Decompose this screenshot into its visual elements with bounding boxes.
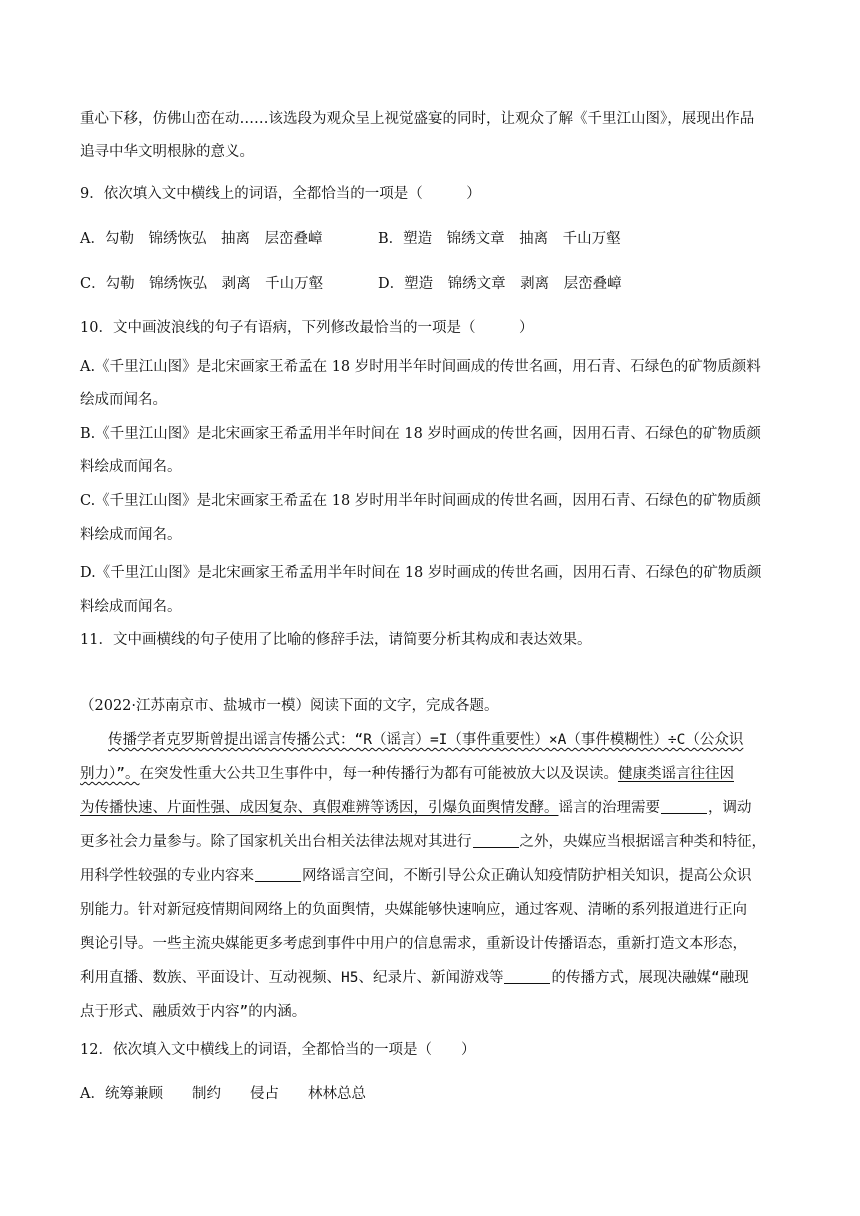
question-10-option-a-line1[interactable]: A.《千里江山图》是北宋画家王希孟在 18 岁时用半年时间画成的传世名画，用石青、石绿色的矿物质颜料	[80, 359, 761, 375]
fill-blank-4[interactable]	[504, 968, 550, 984]
option-d[interactable]: D．塑造 锦绣文章 剥离 层峦叠嶂	[378, 276, 622, 292]
passage-text: 利用直播、数族、平面设计、互动视频、H5、纪录片、新闻游戏等	[80, 970, 504, 986]
question-9-stem: 9．依次填入文中横线上的词语，全都恰当的一项是（ ）	[80, 186, 481, 202]
option-b[interactable]: B．塑造 锦绣文章 抽离 千山万壑	[378, 231, 621, 247]
passage-line-8	[80, 968, 790, 988]
passage-text: ，调动	[708, 800, 752, 816]
passage-text: 用科学性较强的专业内容来	[80, 868, 254, 884]
underlined-sentence-end: 为传播快速、片面性强、成因复杂、真假难辨等诱因，引爆负面舆情发酵。	[80, 800, 559, 816]
passage-line-1	[108, 730, 790, 750]
underlined-sentence: 健康类谣言往往因	[617, 766, 734, 782]
passage-source: （2022·江苏南京市、盐城市一模）阅读下面的文字，完成各题。	[80, 698, 499, 714]
passage-line-2	[80, 764, 790, 784]
question-9-options-cd	[80, 274, 790, 294]
passage-line-7: 舆论引导。一些主流央媒能更多考虑到事件中用户的信息需求，重新设计传播语态，重新打造文本形态，	[80, 936, 747, 952]
question-11-stem: 11．文中画横线的句子使用了比喻的修辞手法，请简要分析其构成和表达效果。	[80, 632, 592, 648]
option-c[interactable]: C．勾勒 锦绣恢弘 剥离 千山万壑	[80, 276, 324, 292]
question-10-option-d-line2[interactable]: 料绘成而闻名。	[80, 599, 182, 615]
passage-line-9: 点于形式、融质效于内容”的内涵。	[80, 1004, 307, 1020]
fill-blank-1[interactable]	[661, 798, 707, 814]
fill-blank-3[interactable]	[255, 866, 301, 882]
passage-line-4	[80, 832, 790, 852]
question-10-option-b-line1[interactable]: B.《千里江山图》是北宋画家王希孟用半年时间在 18 岁时画成的传世名画，因用石青、石绿色的矿物质颜	[80, 426, 761, 442]
passage-text: 在突发性重大公共卫生事件中，每一种传播行为都有可能被放大以及误读。	[139, 766, 618, 782]
fill-blank-2[interactable]	[473, 832, 519, 848]
passage-text: 的传播方式，展现决融媒“融现	[551, 970, 749, 986]
passage-line-3	[80, 798, 790, 818]
intro-line-1: 重心下移，仿佛山峦在动……该选段为观众呈上视觉盛宴的同时，让观众了解《千里江山图》，展现出作品	[80, 111, 755, 127]
question-9-options-ab	[80, 229, 790, 249]
passage-text: 更多社会力量参与。除了国家机关出台相关法律法规对其进行	[80, 834, 472, 850]
passage-line-5	[80, 866, 790, 886]
wavy-sentence: 传播学者克罗斯曾提出谣言传播公式：“R（谣言）=I（事件重要性）×A（事件模糊性）÷C（公众识	[108, 732, 744, 748]
question-12-stem: 12．依次填入文中横线上的词语，全都恰当的一项是（ ）	[80, 1042, 476, 1058]
passage-text: 网络谣言空间，不断引导公众正确认知疫情防护相关知识，提高公众识	[302, 868, 752, 884]
question-12-option-a[interactable]: A．统筹兼顾 制约 侵占 林林总总	[80, 1086, 366, 1102]
passage-line-6: 别能力。针对新冠疫情期间网络上的负面舆情，央媒能够快速响应，通过客观、清晰的系列报道进行正向	[80, 902, 747, 918]
passage-text: 之外，央媒应当根据谣言种类和特征，	[519, 834, 766, 850]
wavy-sentence-end: 别力）”。	[80, 766, 140, 782]
question-10-option-d-line1[interactable]: D.《千里江山图》是北宋画家王希孟用半年时间在 18 岁时画成的传世名画，因用石青、石绿色的矿物质颜	[80, 565, 762, 581]
passage-text: 谣言的治理需要	[558, 800, 660, 816]
question-10-option-a-line2[interactable]: 绘成而闻名。	[80, 392, 167, 408]
question-10-option-c-line1[interactable]: C.《千里江山图》是北宋画家王希孟在 18 岁时用半年时间画成的传世名画，因用石青、石绿色的矿物质颜	[80, 493, 761, 509]
question-10-option-b-line2[interactable]: 料绘成而闻名。	[80, 459, 182, 475]
option-a[interactable]: A．勾勒 锦绣恢弘 抽离 层峦叠嶂	[80, 231, 323, 247]
question-10-option-c-line2[interactable]: 料绘成而闻名。	[80, 527, 182, 543]
question-10-stem: 10．文中画波浪线的句子有语病，下列修改最恰当的一项是（ ）	[80, 320, 534, 336]
intro-line-2: 追寻中华文明根脉的意义。	[80, 144, 254, 160]
